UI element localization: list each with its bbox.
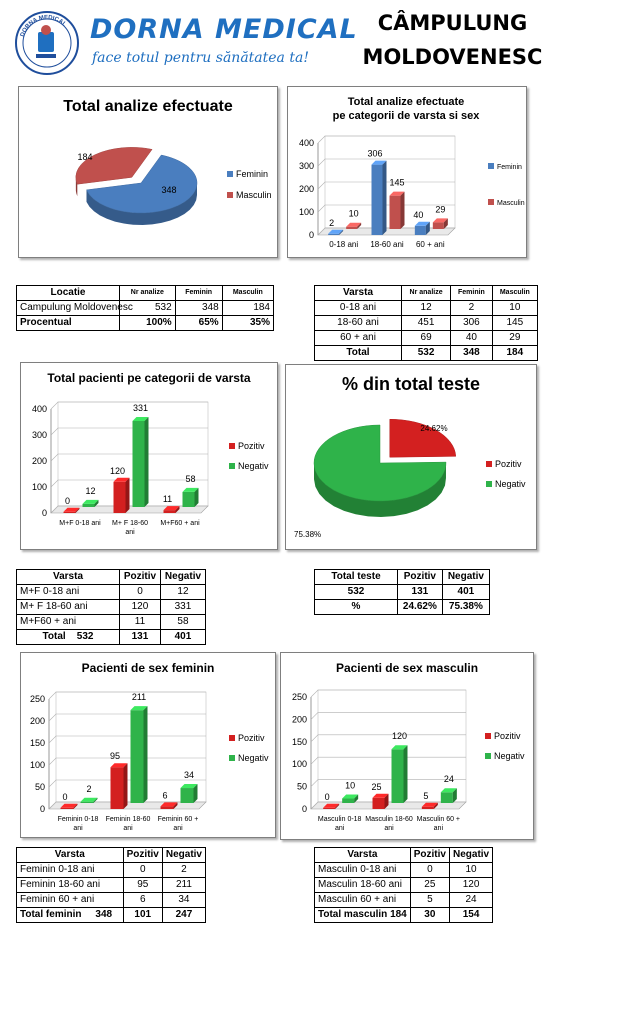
chart-panel-total-analize bbox=[18, 86, 278, 258]
y-tick-label: 0 bbox=[308, 230, 314, 240]
table-row bbox=[17, 893, 206, 908]
cell: 532 bbox=[120, 301, 176, 316]
chart-title: Total analize efectuate bbox=[63, 98, 233, 115]
cell: 0 bbox=[120, 585, 161, 600]
bar-masculin bbox=[390, 196, 401, 229]
data-label: 184 bbox=[77, 152, 93, 162]
cell: Feminin 60 + ani bbox=[17, 893, 124, 908]
cell: 131 bbox=[398, 585, 443, 600]
chart-title: Pacienti de sex feminin bbox=[81, 661, 215, 675]
data-label: 348 bbox=[161, 185, 177, 195]
bar-negativ bbox=[441, 792, 453, 803]
cell: 2 bbox=[162, 863, 205, 878]
y-tick-label: 200 bbox=[291, 714, 307, 725]
bar-pozitiv bbox=[61, 808, 74, 809]
legend-swatch-pozitiv bbox=[229, 443, 235, 449]
data-label: 2 bbox=[329, 217, 335, 228]
x-tick-label: Masculin 18-60 bbox=[365, 816, 413, 823]
cell: 184 bbox=[222, 301, 273, 316]
x-tick-label: M+ F 18-60 bbox=[112, 520, 148, 527]
cell: 211 bbox=[162, 878, 205, 893]
cell: Masculin 18-60 ani bbox=[315, 878, 411, 893]
data-label: 95 bbox=[109, 751, 121, 762]
cell: 34 bbox=[162, 893, 205, 908]
bar-negativ bbox=[81, 802, 94, 803]
city-line-2: MOLDOVENESC bbox=[362, 45, 543, 69]
legend-label: Pozitiv bbox=[494, 731, 521, 741]
table-feminin bbox=[16, 847, 206, 923]
cell: 6 bbox=[123, 893, 162, 908]
bar-side bbox=[126, 478, 130, 513]
legend-swatch-pozitiv bbox=[229, 735, 235, 741]
cell: M+F60 + ani bbox=[17, 615, 120, 630]
data-label: 6 bbox=[162, 790, 168, 801]
cell: 451 bbox=[402, 316, 451, 331]
legend-swatch-negativ bbox=[229, 463, 235, 469]
header-cell: Pozitiv bbox=[123, 848, 162, 863]
cell: 131 bbox=[120, 630, 161, 645]
header-cell: Varsta bbox=[17, 570, 120, 585]
brand-tagline: face totul pentru sănătatea ta! bbox=[92, 50, 309, 66]
header-cell: Pozitiv bbox=[120, 570, 161, 585]
y-tick-label: 200 bbox=[298, 184, 314, 194]
legend-label: Negativ bbox=[238, 461, 269, 471]
table-row bbox=[17, 301, 274, 316]
y-tick-label: 250 bbox=[29, 694, 45, 704]
legend-label: Negativ bbox=[495, 479, 526, 489]
cell: 401 bbox=[442, 585, 489, 600]
cell: 11 bbox=[120, 615, 161, 630]
chart-panel-procent-teste bbox=[285, 364, 537, 550]
y-tick-label: 400 bbox=[31, 404, 47, 414]
chart-title: Total analize efectuate bbox=[347, 96, 465, 108]
table-masculin bbox=[314, 847, 493, 923]
table-row bbox=[315, 878, 493, 893]
header-cell: Total teste bbox=[315, 570, 398, 585]
cell: 12 bbox=[402, 301, 451, 316]
cell: 532 bbox=[402, 346, 451, 361]
table-row bbox=[315, 316, 538, 331]
cell: 58 bbox=[160, 615, 205, 630]
x-tick-label: M+F60 + ani bbox=[160, 520, 200, 527]
x-tick-label-cont: ani bbox=[123, 825, 133, 832]
data-label: 145 bbox=[389, 177, 405, 188]
header-cell: Negativ bbox=[442, 570, 489, 585]
data-label: 40 bbox=[413, 209, 424, 220]
cell: Procentual bbox=[17, 316, 120, 331]
legend-swatch-masculin bbox=[227, 192, 233, 198]
header-cell: Feminin bbox=[175, 286, 222, 301]
header-cell: Negativ bbox=[162, 848, 205, 863]
cell: 25 bbox=[410, 878, 449, 893]
legend-swatch-negativ bbox=[229, 755, 235, 761]
data-label: 331 bbox=[132, 402, 149, 413]
data-label: 0 bbox=[62, 791, 68, 802]
chart-title: Total pacienti pe categorii de varsta bbox=[47, 371, 251, 385]
bar-pozitiv bbox=[161, 806, 174, 809]
y-tick-label: 250 bbox=[291, 692, 307, 702]
header-cell: Negativ bbox=[449, 848, 492, 863]
cell: 10 bbox=[492, 301, 537, 316]
bar-feminin bbox=[372, 165, 383, 235]
header-cell: Masculin bbox=[222, 286, 273, 301]
data-label: 120 bbox=[391, 731, 408, 742]
legend-swatch-negativ bbox=[486, 481, 492, 487]
bar-pozitiv bbox=[373, 798, 385, 809]
bar-masculin bbox=[433, 222, 444, 229]
chart-title: % din total teste bbox=[341, 374, 480, 394]
cell: 5 bbox=[410, 893, 449, 908]
cell: 10 bbox=[449, 863, 492, 878]
cell: 95 bbox=[123, 878, 162, 893]
header-cell: Pozitiv bbox=[410, 848, 449, 863]
cell: 18-60 ani bbox=[315, 316, 402, 331]
cell: 247 bbox=[162, 908, 205, 923]
cell: % bbox=[315, 600, 398, 615]
table-row bbox=[315, 346, 538, 361]
y-tick-label: 0 bbox=[301, 804, 307, 814]
cell: 29 bbox=[492, 331, 537, 346]
legend-swatch-feminin bbox=[488, 163, 494, 169]
table-row bbox=[315, 600, 490, 615]
cell: 24 bbox=[449, 893, 492, 908]
total-count: 532 bbox=[76, 631, 94, 642]
cell: 306 bbox=[451, 316, 493, 331]
cell: 348 bbox=[451, 346, 493, 361]
x-tick-label: Feminin 0-18 bbox=[57, 816, 99, 823]
table-row bbox=[17, 316, 274, 331]
table-row-total bbox=[17, 630, 206, 645]
total-label: Total masculin bbox=[318, 909, 388, 920]
cell: 24.62% bbox=[398, 600, 443, 615]
cell: Feminin 0-18 ani bbox=[17, 863, 124, 878]
bar-negativ bbox=[183, 492, 195, 507]
y-tick-label: 100 bbox=[298, 207, 314, 217]
city-line-1: CÂMPULUNG bbox=[377, 11, 528, 35]
bar-negativ bbox=[342, 799, 354, 803]
x-tick-label: 18-60 ani bbox=[370, 240, 404, 249]
bar-negativ bbox=[83, 504, 95, 507]
cell: 12 bbox=[160, 585, 205, 600]
bar-side bbox=[144, 706, 148, 803]
table-row-total bbox=[17, 908, 206, 923]
data-label: 211 bbox=[131, 692, 147, 703]
table-row bbox=[17, 878, 206, 893]
logo-ring-text: DORNA MEDICAL bbox=[19, 14, 68, 38]
y-tick-label: 50 bbox=[34, 782, 45, 792]
header-cell: Varsta bbox=[315, 286, 402, 301]
bar-pozitiv bbox=[164, 510, 176, 513]
cell: 532 bbox=[315, 585, 398, 600]
legend-label: Negativ bbox=[238, 753, 269, 763]
cell: 35% bbox=[222, 316, 273, 331]
bar-side bbox=[404, 745, 408, 803]
y-tick-label: 200 bbox=[31, 456, 47, 466]
cell: 0-18 ani bbox=[315, 301, 402, 316]
data-label: 24.62% bbox=[420, 424, 448, 433]
chart-title: pe categorii de varsta si sex bbox=[332, 110, 480, 122]
cell: Total bbox=[315, 346, 402, 361]
bar-feminin bbox=[328, 234, 339, 235]
y-tick-label: 300 bbox=[31, 430, 47, 440]
table-row bbox=[17, 600, 206, 615]
bar-chart-masculin bbox=[281, 653, 533, 839]
y-tick-label: 400 bbox=[298, 138, 314, 148]
bar-chart-pacienti-varsta bbox=[21, 363, 277, 549]
x-tick-label: Masculin 0-18 bbox=[317, 816, 362, 823]
cell: Masculin 0-18 ani bbox=[315, 863, 411, 878]
cell: 40 bbox=[451, 331, 493, 346]
table-row bbox=[315, 585, 490, 600]
bar-negativ bbox=[133, 421, 145, 507]
cell: 120 bbox=[120, 600, 161, 615]
table-varsta bbox=[314, 285, 538, 361]
header-cell: Nr analize bbox=[402, 286, 451, 301]
data-label: 0 bbox=[64, 495, 71, 506]
cell: 69 bbox=[402, 331, 451, 346]
total-label: Total feminin bbox=[20, 909, 82, 920]
bar-pozitiv bbox=[111, 767, 124, 809]
y-tick-label: 0 bbox=[39, 804, 45, 814]
table-row bbox=[17, 863, 206, 878]
x-tick-label: 0-18 ani bbox=[329, 240, 359, 249]
data-label: 120 bbox=[109, 465, 126, 476]
cell: 2 bbox=[451, 301, 493, 316]
y-tick-label: 150 bbox=[291, 736, 307, 747]
data-label: 10 bbox=[345, 780, 356, 791]
total-count: 184 bbox=[390, 909, 407, 920]
legend-swatch-negativ bbox=[485, 753, 491, 759]
data-label: 29 bbox=[435, 204, 446, 215]
y-tick-label: 100 bbox=[29, 760, 45, 770]
x-tick-label-cont: ani bbox=[125, 529, 135, 536]
table-row bbox=[315, 301, 538, 316]
data-label: 0 bbox=[324, 791, 330, 802]
data-label: 2 bbox=[86, 783, 92, 794]
x-tick-label: 60 + ani bbox=[415, 240, 445, 249]
cell: 184 bbox=[492, 346, 537, 361]
bar-side bbox=[145, 417, 149, 507]
bar-pozitiv bbox=[323, 808, 335, 809]
legend-label: Feminin bbox=[497, 164, 522, 171]
table-row bbox=[17, 585, 206, 600]
cell: 65% bbox=[175, 316, 222, 331]
bar-negativ bbox=[131, 710, 144, 803]
chart-panel-feminin bbox=[20, 652, 276, 838]
logo-seal bbox=[14, 10, 80, 76]
pie-chart-procent-teste bbox=[286, 365, 536, 549]
table-row bbox=[315, 331, 538, 346]
legend-label: Pozitiv bbox=[495, 459, 522, 469]
chart-title: Pacienti de sex masculin bbox=[335, 661, 479, 675]
table-teste bbox=[314, 569, 490, 615]
bar-side bbox=[401, 192, 405, 229]
data-label: 10 bbox=[348, 208, 359, 219]
header-cell: Varsta bbox=[17, 848, 124, 863]
data-label: 11 bbox=[162, 494, 173, 505]
table-row bbox=[315, 863, 493, 878]
total-count: 348 bbox=[95, 909, 113, 920]
header-cell: Negativ bbox=[160, 570, 205, 585]
table-locatie bbox=[16, 285, 274, 331]
x-tick-label-cont: ani bbox=[173, 825, 183, 832]
cell: 30 bbox=[410, 908, 449, 923]
legend-swatch-pozitiv bbox=[485, 733, 491, 739]
legend-swatch-pozitiv bbox=[486, 461, 492, 467]
data-label: 12 bbox=[85, 485, 96, 496]
chart-panel-masculin bbox=[280, 652, 534, 840]
bar-pozitiv bbox=[422, 807, 434, 809]
total-label: Total bbox=[42, 631, 66, 642]
chart-panel-pacienti-varsta bbox=[20, 362, 278, 550]
table-row-total bbox=[315, 908, 493, 923]
x-tick-label-cont: ani bbox=[73, 825, 83, 832]
legend-label: Pozitiv bbox=[238, 733, 265, 743]
header-cell: Feminin bbox=[451, 286, 493, 301]
cell: 331 bbox=[160, 600, 205, 615]
legend-label: Feminin bbox=[236, 169, 269, 179]
cell: 0 bbox=[410, 863, 449, 878]
y-tick-label: 300 bbox=[298, 161, 314, 171]
data-label: 5 bbox=[423, 790, 429, 801]
x-tick-label: Masculin 60 + bbox=[416, 816, 461, 823]
legend-label: Masculin bbox=[236, 190, 272, 200]
legend-swatch-feminin bbox=[227, 171, 233, 177]
cell: 401 bbox=[160, 630, 205, 645]
data-label: 25 bbox=[371, 781, 382, 792]
x-tick-label: Feminin 18-60 bbox=[105, 816, 151, 823]
data-label: 75.38% bbox=[294, 530, 322, 539]
cell: 101 bbox=[123, 908, 162, 923]
legend-label: Masculin bbox=[497, 200, 525, 207]
cell: 348 bbox=[175, 301, 222, 316]
header-cell: Nr analize bbox=[120, 286, 176, 301]
y-tick-label: 150 bbox=[29, 738, 45, 748]
header-cell: Locatie bbox=[17, 286, 120, 301]
y-tick-label: 100 bbox=[31, 482, 47, 492]
bar-negativ bbox=[392, 749, 404, 803]
bar-feminin bbox=[415, 226, 426, 235]
data-label: 24 bbox=[443, 774, 454, 785]
cell: 60 + ani bbox=[315, 331, 402, 346]
bar-masculin bbox=[346, 227, 357, 229]
cell: 120 bbox=[449, 878, 492, 893]
data-label: 306 bbox=[367, 148, 383, 159]
table-row bbox=[315, 893, 493, 908]
table-row bbox=[17, 615, 206, 630]
chart-panel-varsta-sex bbox=[287, 86, 527, 258]
y-tick-label: 100 bbox=[291, 759, 307, 770]
x-tick-label: M+F 0-18 ani bbox=[59, 520, 101, 527]
y-tick-label: 50 bbox=[296, 781, 307, 792]
pie-chart-total-analize bbox=[19, 87, 277, 257]
cell: 145 bbox=[492, 316, 537, 331]
legend-label: Negativ bbox=[494, 751, 525, 761]
data-label: 34 bbox=[183, 770, 195, 781]
x-tick-label-cont: ani bbox=[433, 825, 444, 832]
table-pacienti bbox=[16, 569, 206, 645]
x-tick-label-cont: ani bbox=[384, 825, 394, 832]
y-tick-label: 200 bbox=[29, 716, 45, 726]
cell: 0 bbox=[123, 863, 162, 878]
bar-chart-feminin bbox=[21, 653, 275, 837]
x-tick-label-cont: ani bbox=[334, 825, 345, 832]
cell: Campulung Moldovenesc bbox=[17, 301, 120, 316]
brand-name: DORNA MEDICAL bbox=[90, 14, 358, 45]
legend-swatch-masculin bbox=[488, 199, 494, 205]
cell: M+F 0-18 ani bbox=[17, 585, 120, 600]
cell: 100% bbox=[120, 316, 176, 331]
cell: Feminin 18-60 ani bbox=[17, 878, 124, 893]
bar-pozitiv bbox=[114, 482, 126, 513]
data-label: 58 bbox=[185, 473, 196, 484]
bar-pozitiv bbox=[64, 512, 76, 513]
cell: 75.38% bbox=[442, 600, 489, 615]
bar-side bbox=[124, 763, 128, 809]
cell: M+ F 18-60 ani bbox=[17, 600, 120, 615]
x-tick-label: Feminin 60 + bbox=[157, 816, 199, 823]
cell: Masculin 60 + ani bbox=[315, 893, 411, 908]
header-cell: Varsta bbox=[315, 848, 411, 863]
legend-label: Pozitiv bbox=[238, 441, 265, 451]
bar-chart-varsta-sex bbox=[288, 87, 526, 257]
y-tick-label: 0 bbox=[41, 508, 47, 518]
bar-negativ bbox=[181, 788, 194, 803]
header-cell: Masculin bbox=[492, 286, 537, 301]
cell: 154 bbox=[449, 908, 492, 923]
bar-side bbox=[383, 161, 387, 235]
header-cell: Pozitiv bbox=[398, 570, 443, 585]
